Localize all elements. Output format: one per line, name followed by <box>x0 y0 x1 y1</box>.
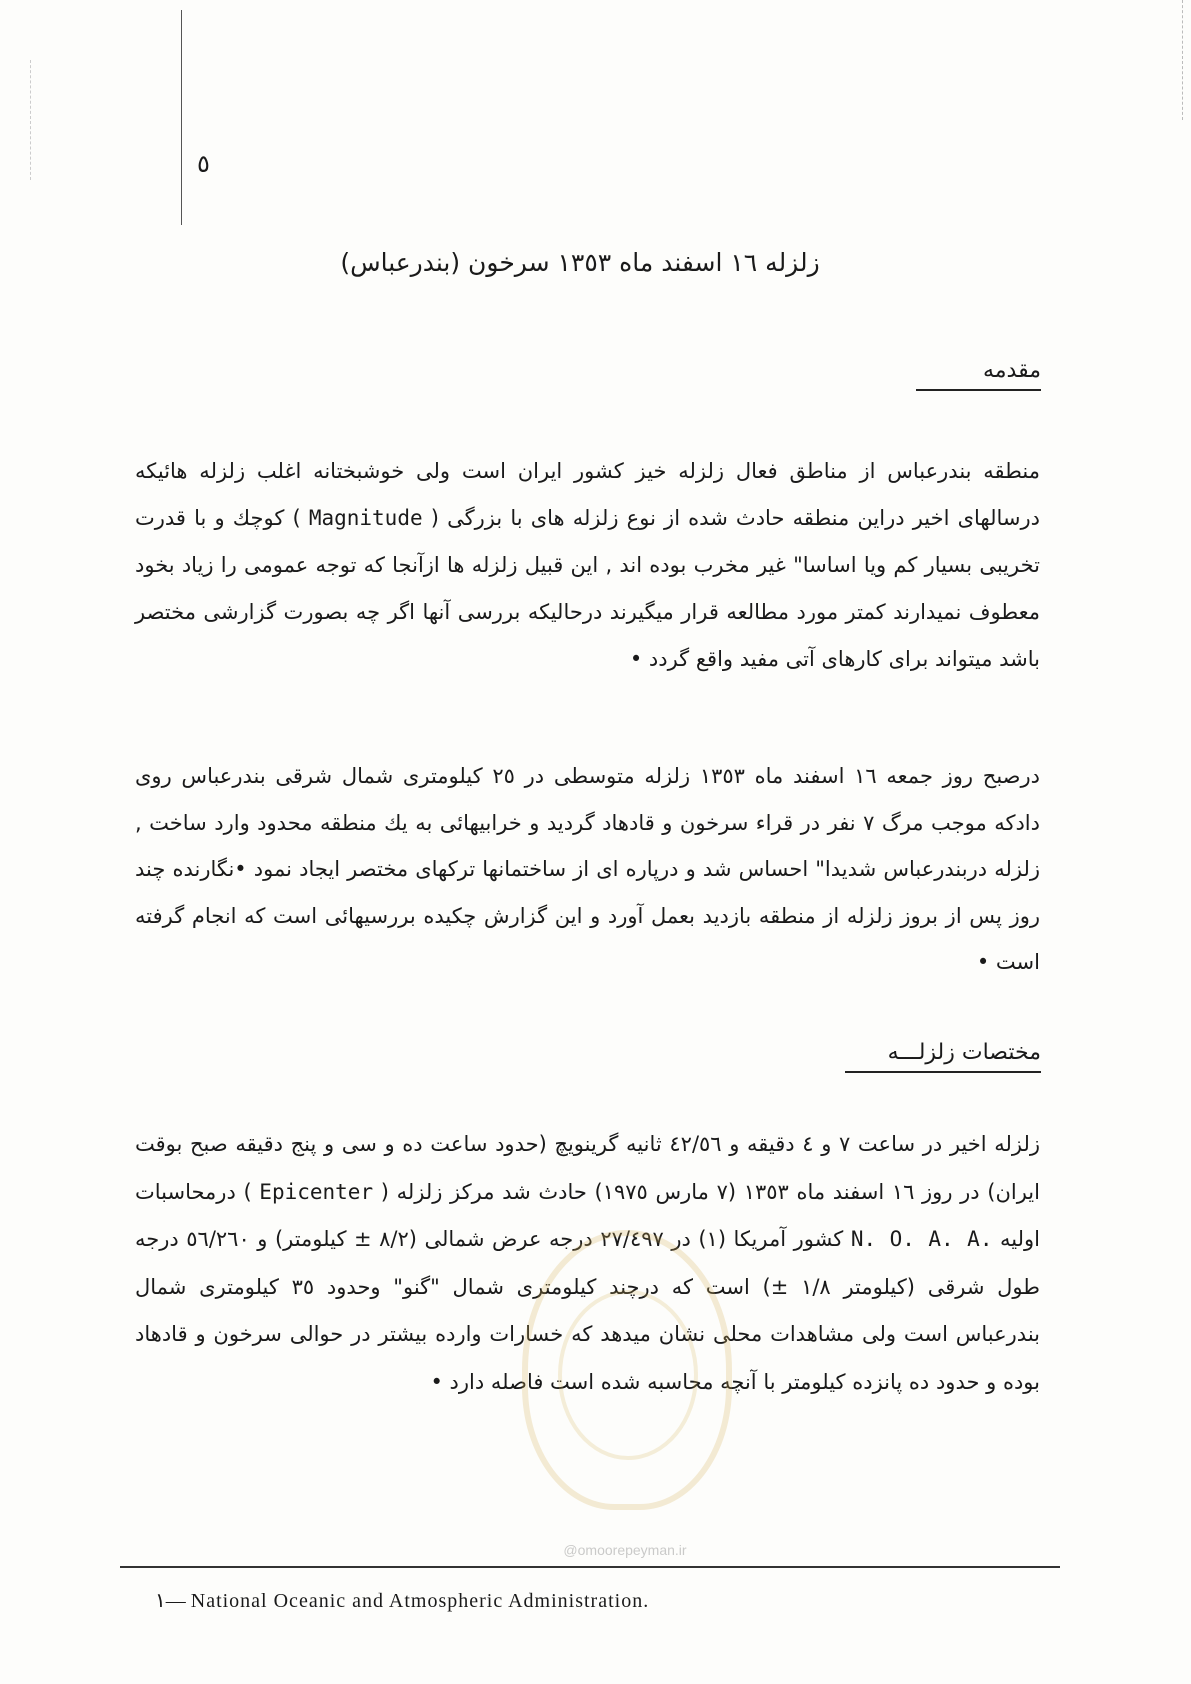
features-heading: مختصات زلزلـــه <box>845 1040 1041 1073</box>
margin-line <box>181 10 182 225</box>
scan-edge-left <box>30 60 32 180</box>
footnote-text: National Oceanic and Atmospheric Administration. <box>190 1590 650 1612</box>
intro-heading: مقدمه <box>916 358 1041 391</box>
watermark-text: @omoorepeyman.ir <box>563 1542 687 1558</box>
intro-text-a: منطقه بندرعباس از مناطق فعال زلزله خیز کشور ایران است ولی خوشبختانه اغلب زلزله هائیکه درسالهای اخیر دراین منطقه حادث شده از نوع زلزله های با بزرگی ( <box>135 459 1040 530</box>
page-number-mark: ٥ <box>197 150 210 178</box>
features-text-b: ) درمحاسبات اولیه <box>135 1179 1040 1251</box>
epicenter-term: Epicenter <box>259 1179 374 1204</box>
scan-edge-right <box>1181 0 1183 120</box>
footnote <box>155 1588 1015 1613</box>
magnitude-term: Magnitude <box>308 506 423 530</box>
footnote-separator <box>120 1566 1060 1568</box>
event-paragraph: درصبح روز جمعه ١٦ اسفند ماه ١٣٥٣ زلزله متوسطی در ٢٥ کیلومتری شمال شرقی بندرعباس روی دادکه موجب مرگ ٧ نفر در قراء سرخون و قادهاد گردید و خرابیهائی به یك منطقه محدود وارد ساخت , زلزله دربندرعباس شدیدا" احساس شد و درپاره ای از ساختمانها ترکهای مختصر ایجاد نمود •نگارنده چند روز پس از بروز زلزله از منطقه بازدید بعمل آورد و این گزارش چکیده بررسیهائی است که انجام گرفته است • <box>135 764 1040 974</box>
footnote-marker: ١— <box>155 1590 186 1612</box>
noaa-term: N. O. A. A. <box>850 1227 993 1251</box>
watermark-seal-inner <box>558 1290 698 1460</box>
intro-text-b: ) کوچك و با قدرت تخریبی بسیار کم ویا اساسا" غیر مخرب بوده اند , این قبیل زلزله ها ازآنجا که توجه عمومی را زیاد بخود معطوف نمیدارند کمتر مورد مطالعه قرار میگیرند درحالیکه بررسی آنها اگر چه بصورت گزارشی مختصر باشد میتواند برای کارهای آتی مفید واقع گردد • <box>135 506 1040 671</box>
features-text-a: زلزله اخیر در ساعت ٧ و ٤ دقیقه و ٤٢/٥٦ ثانیه گرینویچ (حدود ساعت ده و سی و پنج دقیقه صبح بوقت ایران) در روز ١٦ اسفند ماه ١٣٥٣ (٧ مارس ١٩٧٥) حادث شد مرکز زلزله ( <box>135 1132 1041 1204</box>
page-title: زلزله ١٦ اسفند ماه ١٣٥٣ سرخون (بندرعباس) <box>340 248 820 277</box>
features-text-c: کشور آمریکا (١) در ٢٧/٤٩٧ درجه عرض شمالی (٨/٢ ± کیلومتر) و ٥٦/٢٦٠ درجه طول شرقی (کیلومتر ١/٨ ±) است که درچند کیلومتری شمال "گنو" وحدود ٣٥ کیلومتری شمال بندرعباس است ولی مشاهدات محلی نشان میدهد که خسارات وارده بیشتر در حوالی سرخون و قادهاد بوده و حدود ده پانزده کیلومتر با آنچه محاسبه شده است فاصله دارد • <box>135 1227 1040 1394</box>
intro-paragraph <box>135 448 1040 683</box>
